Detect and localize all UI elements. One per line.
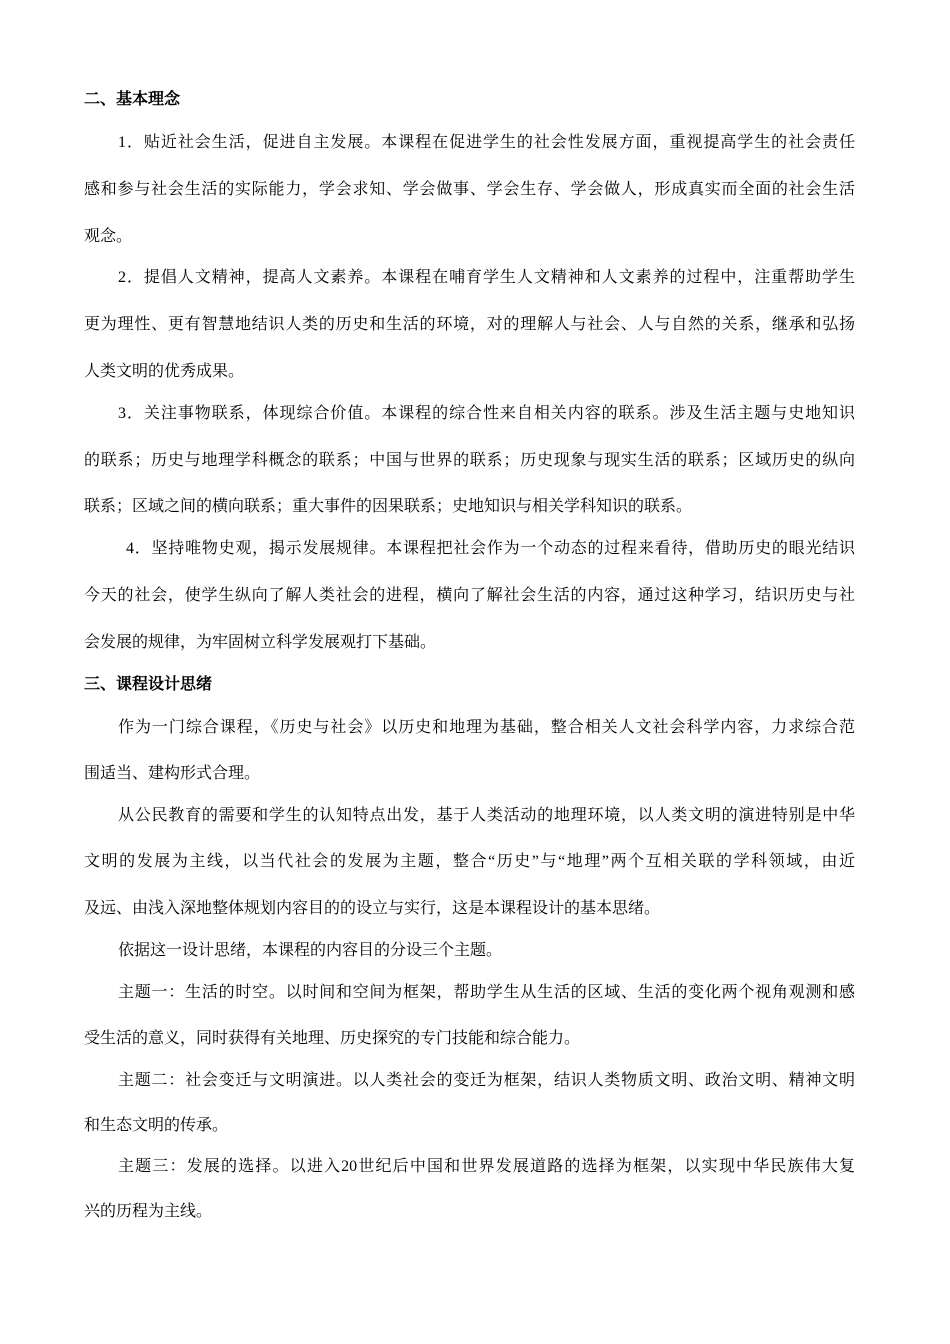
paragraph-line: 的联系；历史与地理学科概念的联系；中国与世界的联系；历史现象与现实生活的联系；区域历史的纵向 [84,452,855,469]
paragraph-line: 围适当、建构形式合理。 [84,765,261,782]
paragraph-line: 更为理性、更有智慧地结识人类的历史和生活的环境，对的理解人与社会、人与自然的关系，继承和弘扬 [84,316,855,333]
paragraph-line: 人类文明的优秀成果。 [84,363,245,380]
paragraph-line: 从公民教育的需要和学生的认知特点出发，基于人类活动的地理环境，以人类文明的演进特别是中华 [118,807,855,824]
paragraph-line: 会发展的规律，为牢固树立科学发展观打下基础。 [84,634,437,651]
paragraph-line: 主题二：社会变迁与文明演进。以人类社会的变迁为框架，结识人类物质文明、政治文明、精神文明 [118,1072,855,1089]
section-heading-course-design: 三、课程设计思绪 [84,676,213,693]
paragraph-line: 观念。 [84,228,133,245]
paragraph-line: 依据这一设计思绪，本课程的内容目的分设三个主题。 [118,942,503,959]
section-heading-basic-concepts: 二、基本理念 [84,91,181,108]
paragraph-line: 文明的发展为主线，以当代社会的发展为主题，整合“历史”与“地理”两个互相关联的学科领域，由近 [84,853,855,870]
paragraph-line: 及远、由浅入深地整体规划内容目的的设立与实行，这是本课程设计的基本思绪。 [84,900,661,917]
paragraph-line: 今天的社会，使学生纵向了解人类社会的进程，横向了解社会生活的内容，通过这种学习，结识历史与社 [84,587,855,604]
paragraph-line: 兴的历程为主线。 [84,1203,213,1220]
paragraph-line: 主题一：生活的时空。以时间和空间为框架，帮助学生从生活的区域、生活的变化两个视角观测和感 [118,984,855,1001]
paragraph-line: 3．关注事物联系，体现综合价值。本课程的综合性来自相关内容的联系。涉及生活主题与史地知识 [118,405,855,422]
paragraph-line: 2．提倡人文精神，提高人文素养。本课程在哺育学生人文精神和人文素养的过程中，注重帮助学生 [118,269,855,286]
paragraph-line: 作为一门综合课程，《历史与社会》以历史和地理为基础，整合相关人文社会科学内容，力求综合范 [118,719,855,736]
paragraph-line: 主题三：发展的选择。以进入20世纪后中国和世界发展道路的选择为框架，以实现中华民族伟大复 [118,1158,855,1175]
paragraph-line: 和生态文明的传承。 [84,1117,229,1134]
paragraph-line: 1．贴近社会生活，促进自主发展。本课程在促进学生的社会性发展方面，重视提高学生的社会责任 [118,134,855,151]
paragraph-line: 联系；区域之间的横向联系；重大事件的因果联系；史地知识与相关学科知识的联系。 [84,498,693,515]
paragraph-line: 受生活的意义，同时获得有关地理、历史探究的专门技能和综合能力。 [84,1030,581,1047]
paragraph-line: 4．坚持唯物史观，揭示发展规律。本课程把社会作为一个动态的过程来看待，借助历史的眼光结识 [126,540,855,557]
paragraph-line: 感和参与社会生活的实际能力，学会求知、学会做事、学会生存、学会做人，形成真实而全面的社会生活 [84,181,855,198]
